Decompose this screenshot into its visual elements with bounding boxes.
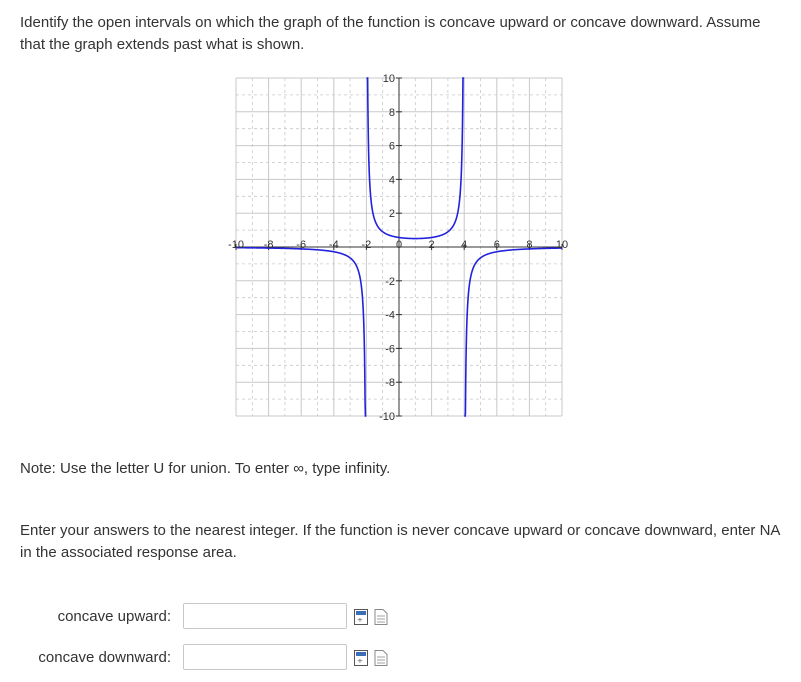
y-tick-label: -4 [385,309,395,322]
y-tick-label: 8 [388,106,395,119]
question-prompt: Identify the open intervals on which the graph of the function is concave upward or concave downward. Assume that the graph extends past what is shown. [20,14,761,53]
y-tick-label: 4 [388,174,395,187]
concave-downward-row [0,644,801,674]
equation-editor-icon[interactable] [354,609,368,625]
function-graph [218,70,578,425]
x-tick-label: -10 [228,239,244,251]
concave-downward-input[interactable] [183,644,347,670]
y-tick-label: -10 [379,411,395,423]
document-icon[interactable] [374,650,388,666]
y-tick-label: 2 [388,208,395,221]
x-tick-label: 8 [526,239,533,251]
y-tick-label: 10 [382,73,395,85]
y-tick-label: -2 [385,275,395,288]
concave-upward-label: concave upward: [57,608,171,625]
concave-downward-label: concave downward: [38,649,171,666]
x-tick-label: 6 [493,239,500,251]
x-tick-label: 0 [395,239,403,251]
x-tick-label: -4 [328,239,339,251]
concave-upward-row [0,603,801,633]
x-tick-label: -8 [263,239,274,251]
x-tick-label: 4 [461,239,468,251]
note-text: Note: Use the letter U for union. To enter ∞, type infinity. [20,460,391,477]
x-tick-label: 10 [555,239,569,251]
x-tick-label: -6 [296,239,307,251]
graph-svg [218,70,578,425]
concave-upward-input[interactable] [183,603,347,629]
y-tick-label: 6 [388,140,395,153]
document-icon[interactable] [374,609,388,625]
instructions-text: Enter your answers to the nearest integer. If the function is never concave upward or concave downward, enter NA in the associated response area. [20,522,780,561]
y-tick-label: -8 [385,377,395,390]
svg-text:÷: ÷ [357,657,363,665]
y-tick-label: -6 [385,343,395,356]
x-tick-label: 2 [428,239,435,251]
x-tick-label: -2 [361,239,372,251]
svg-text:÷: ÷ [357,616,363,624]
equation-editor-icon[interactable] [354,650,368,666]
